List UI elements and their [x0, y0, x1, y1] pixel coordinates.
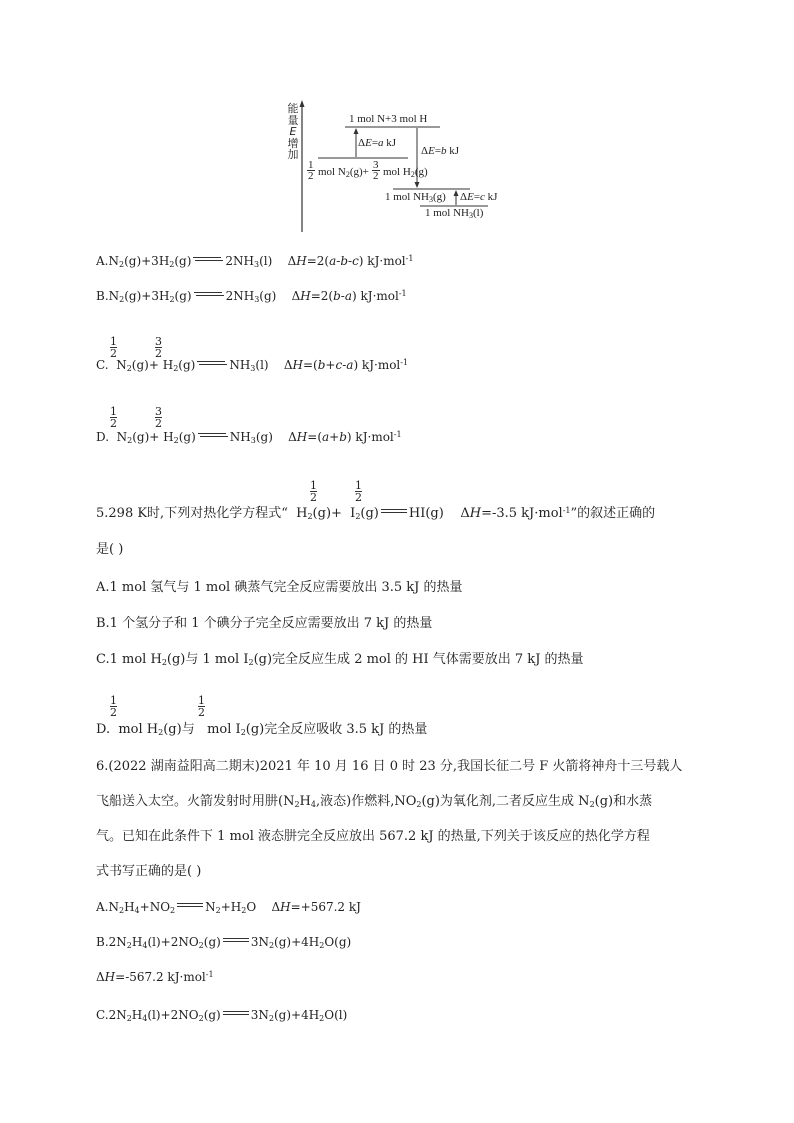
q5d-frac1: [110, 695, 117, 718]
y-label-char: 增: [287, 136, 299, 150]
frac-den: 2: [155, 417, 162, 430]
y-label-char: 量: [287, 113, 299, 127]
y-label-char: E: [289, 125, 297, 138]
frac-num: 1: [198, 694, 205, 707]
nh3-l-label: 1 mol $NH_3(l)$: [425, 207, 484, 220]
frac-den: 2: [110, 417, 117, 430]
q5d-frac2: [198, 695, 205, 718]
frac-den: 2: [355, 491, 362, 504]
q6-line3: 气。已知在此条件下 1 mol 液态肼完全反应放出 567.2 kJ 的热量,下列关于该反应的热化学方程: [96, 829, 650, 844]
frac-den: 2: [308, 170, 314, 182]
q4c-frac2: [155, 336, 162, 359]
top-level-label: 1 mol N+3 mol H: [349, 113, 428, 125]
frac-num: 1: [308, 159, 314, 171]
q4d-frac1: [110, 406, 117, 429]
q4-option-c[interactable]: C. $N_2(g)+ H_2(g)$ $NH_3(l)$ ΔH=(b+c-a) kJ·mol$^{-1}$: [96, 358, 409, 373]
frac-den: 2: [110, 347, 117, 360]
q6-option-c[interactable]: $C.2N_2H_4(l)+2NO_2(g)$ $3N_2(g)+4H_2O(l)$: [96, 1008, 348, 1023]
q5-stem-line1: 5.298 K时,下列对热化学方程式“ $H_2(g)+ I_2(g)$ HI(g) ΔH=-3.5 kJ·mol$^{-1}$”的叙述正确的: [96, 506, 656, 521]
q4-option-a[interactable]: $A.N_2(g)+3H_2(g)$ $2NH_3(l)$ ΔH=2(a-b-c) kJ·mol$^{-1}$: [96, 254, 414, 269]
q5-frac2: [355, 480, 362, 503]
mid-label-n2: mol $N_2(g)+$: [318, 166, 369, 179]
q4-option-d[interactable]: D. $N_2(g)+ H_2(g)$ $NH_3(g)$ ΔH=(a+b) kJ·mol$^{-1}$: [96, 430, 402, 445]
q4-option-b[interactable]: $B.N_2(g)+3H_2(g)$ $2NH_3(g)$ ΔH=2(b-a) kJ·mol$^{-1}$: [96, 289, 407, 304]
q6-line2: 飞船送入太空。火箭发射时用肼($N_2H_4$,液态)作燃料$,NO_2(g)$为氧化剂,二者反应生成 $N_2(g)$和水蒸: [96, 794, 653, 809]
frac-num: 1: [110, 694, 117, 707]
q4c-frac1: [110, 336, 117, 359]
delta-c-label: ΔE=c kJ: [460, 191, 498, 203]
frac-num: 3: [155, 405, 162, 418]
q6-option-b-line1[interactable]: $B.2N_2H_4(l)+2NO_2(g)$ $3N_2(g)+4H_2O(g)$: [96, 935, 352, 950]
delta-a-label: ΔE=a kJ: [358, 137, 397, 149]
q6-line4: 式书写正确的是( ): [96, 864, 202, 879]
frac-num: 3: [155, 335, 162, 348]
y-label-char: 加: [287, 148, 299, 161]
nh3-g-label: 1 mol $NH_3(g)$: [385, 191, 446, 204]
frac-num: 1: [110, 405, 117, 418]
q6-option-a[interactable]: $A.N_2H_4+NO_2$ $N_2+H_2O$ ΔH=+567.2 kJ: [96, 900, 361, 915]
mid-frac-1: [307, 160, 315, 181]
y-label-char: 能: [287, 102, 299, 115]
frac-num: 3: [373, 159, 379, 171]
frac-den: 2: [310, 491, 317, 504]
q5-stem-line2: 是( ): [96, 542, 124, 557]
q5-option-d[interactable]: D. mol $H_2(g)$与 mol $I_2(g)$完全反应吸收 3.5 kJ 的热量: [96, 722, 428, 737]
frac-num: 1: [310, 479, 317, 492]
mid-frac-2: [372, 160, 380, 181]
delta-b-label: ΔE=b kJ: [421, 145, 460, 157]
q5-option-b[interactable]: B.1 个氢分子和 1 个碘分子完全反应需要放出 7 kJ 的热量: [96, 616, 433, 631]
frac-den: 2: [110, 706, 117, 719]
q6-line1: 6.(2022 湖南益阳高二期末)2021 年 10 月 16 日 0 时 23 分,我国长征二号 F 火箭将神舟十三号载人: [96, 759, 683, 774]
frac-den: 2: [373, 170, 379, 182]
q5-option-c[interactable]: C.1 mol $H_2(g)$与 1 mol $I_2(g)$完全反应生成 2 mol 的 HI 气体需要放出 7 kJ 的热量: [96, 652, 584, 667]
q4d-frac2: [155, 406, 162, 429]
q5-option-a[interactable]: A.1 mol 氢气与 1 mol 碘蒸气完全反应需要放出 3.5 kJ 的热量: [96, 580, 463, 595]
frac-den: 2: [155, 347, 162, 360]
frac-num: 1: [110, 335, 117, 348]
mid-label-h2: mol $H_2(g)$: [383, 166, 428, 179]
q5-frac1: [310, 480, 317, 503]
frac-num: 1: [355, 479, 362, 492]
q6-option-b-line2: ΔH=-567.2 kJ·mol$^{-1}$: [96, 970, 214, 984]
frac-den: 2: [198, 706, 205, 719]
